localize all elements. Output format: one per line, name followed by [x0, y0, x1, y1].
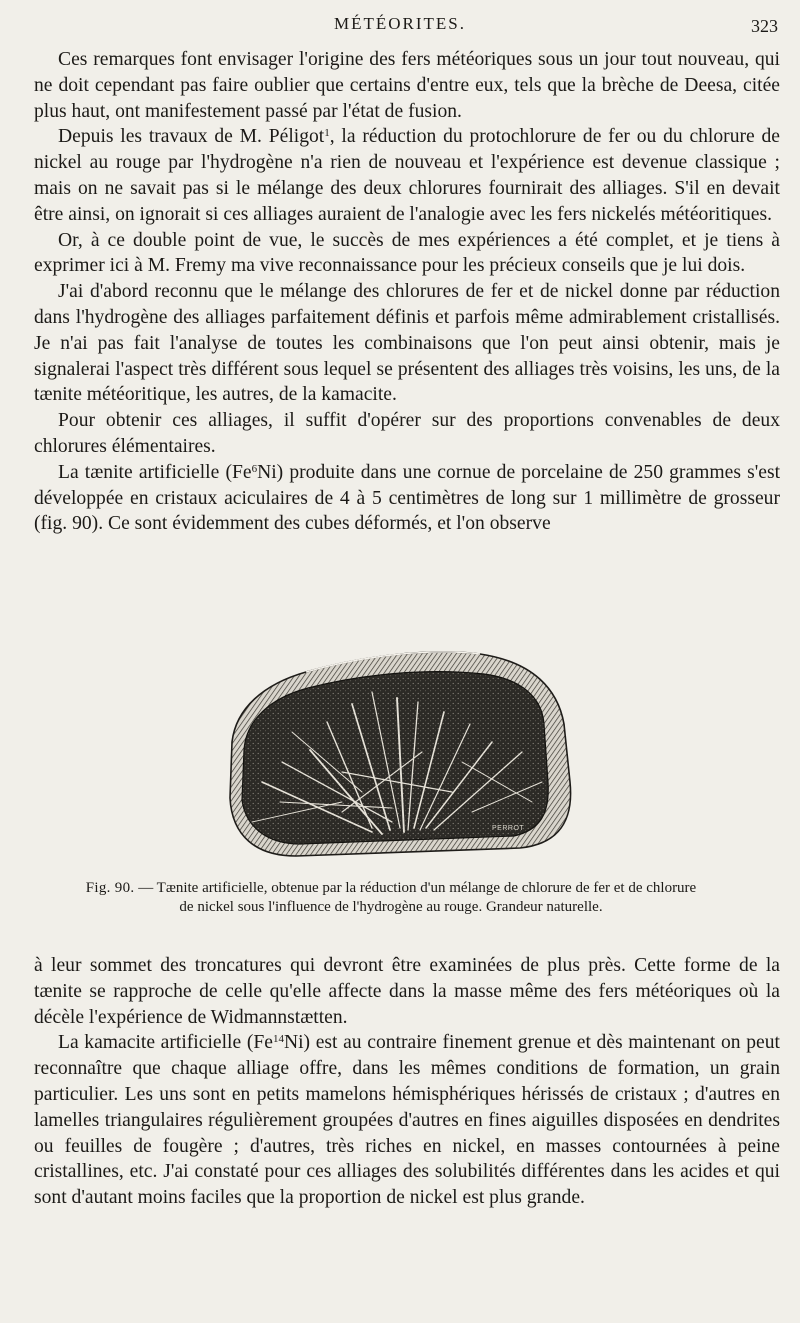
figure-90-engraving [222, 632, 577, 862]
figure-label: Fig. 90. [85, 880, 135, 896]
paragraph: La kamacite artificielle (Fe$^{14}$Ni) est au contraire finement grenue et dès maintenant on peut reconnaître que chaque alliage offre, dans les mêmes conditions de formation, un grain particulier. Les uns sont en petits mamelons hémisphériques hérissés de cristaux ; d'autres en lamelles triangulaires régulièrement groupées d'autres en fines aiguilles disposées en dendrites ou feuilles de fougère ; d'autres, très riches en nickel, en masses contournées à peine cristallines, etc. J'ai constaté pour ces alliages des solubilités différentes dans les acides et qui sont d'autant moins faciles que la proportion de nickel est plus grande. [34, 1032, 780, 1209]
footnote-ref: 1 [324, 127, 330, 140]
formula-superscript: 14 [272, 1033, 284, 1046]
page-header [0, 10, 800, 36]
paragraph: La tænite artificielle (Fe$^6$Ni) produite dans une cornue de porcelaine de 250 grammes s'est développée en cristaux aciculaires de 4 à 5 centimètres de long sur 1 millimètre de grosseur (fig. 90). Ce sont évidemment des cubes déformés, et l'on observe [34, 461, 781, 535]
paragraph: à leur sommet des troncatures qui devront être examinées de plus près. Cette forme de la tænite se rapproche de celle qu'elle affecte dans la masse même des fers météoriques où la décèle l'expérience de Widmannstætten. [34, 955, 780, 1028]
paragraph: Or, à ce double point de vue, le succès de mes expériences a été complet, et je tiens à exprimer ici à M. Fremy ma vive reconnaissance pour les précieux conseils que je lui dois. [34, 229, 780, 277]
paragraph: Depuis les travaux de M. Péligot$^1$, la réduction du protochlorure de fer ou du chlorure de nickel au rouge par l'hydrogène n'a rien de nouveau et l'expérience est devenue classique ; mais on ne savait pas si le mélange des deux chlorures fournirait des alliages. S'il en devait être ainsi, on ignorait si ces alliages auraient de l'analogie avec les fers nickelés météoritiques. [34, 126, 780, 225]
figure-caption [82, 879, 700, 917]
page-number: 323 [751, 16, 778, 36]
paragraph: Pour obtenir ces alliages, il suffit d'opérer sur des proportions convenables de deux chlorures élémentaires. [34, 410, 780, 457]
paragraph: J'ai d'abord reconnu que le mélange des chlorures de fer et de nickel donne par réduction dans l'hydrogène des alliages parfaitement définis et parfois même admirablement cristallisés. Je n'ai pas fait l'analyse de toutes les combinaisons que l'on peut ainsi obtenir, mais je signalerai l'aspect très différent sous lequel se présentent des alliages très voisins, les uns, de la tænite météoritique, les autres, de la kamacite. [34, 281, 780, 406]
caption-text: — Tænite artificielle, obtenue par la réduction d'un mélange de chlorure de fer et de chlorure de nickel sous l'influence de l'hydrogène au rouge. Grandeur naturelle. [134, 880, 697, 915]
running-title: MÉTÉORITES. [333, 14, 467, 33]
formula-superscript: 6 [251, 462, 258, 475]
taenite-crystals-illustration [222, 632, 577, 862]
text-block-bottom [34, 953, 780, 1211]
paragraph: Ces remarques font envisager l'origine des fers météoriques sous un jour tout nouveau, qui ne doit cependant pas faire oublier que certains d'entre eux, tels que la brèche de Deesa, citée plus haut, ont manifestement passé par l'état de fusion. [34, 49, 780, 122]
text-block-top [34, 47, 780, 537]
crystal-mass [242, 672, 548, 844]
engraver-signature: PERROT [492, 825, 525, 832]
